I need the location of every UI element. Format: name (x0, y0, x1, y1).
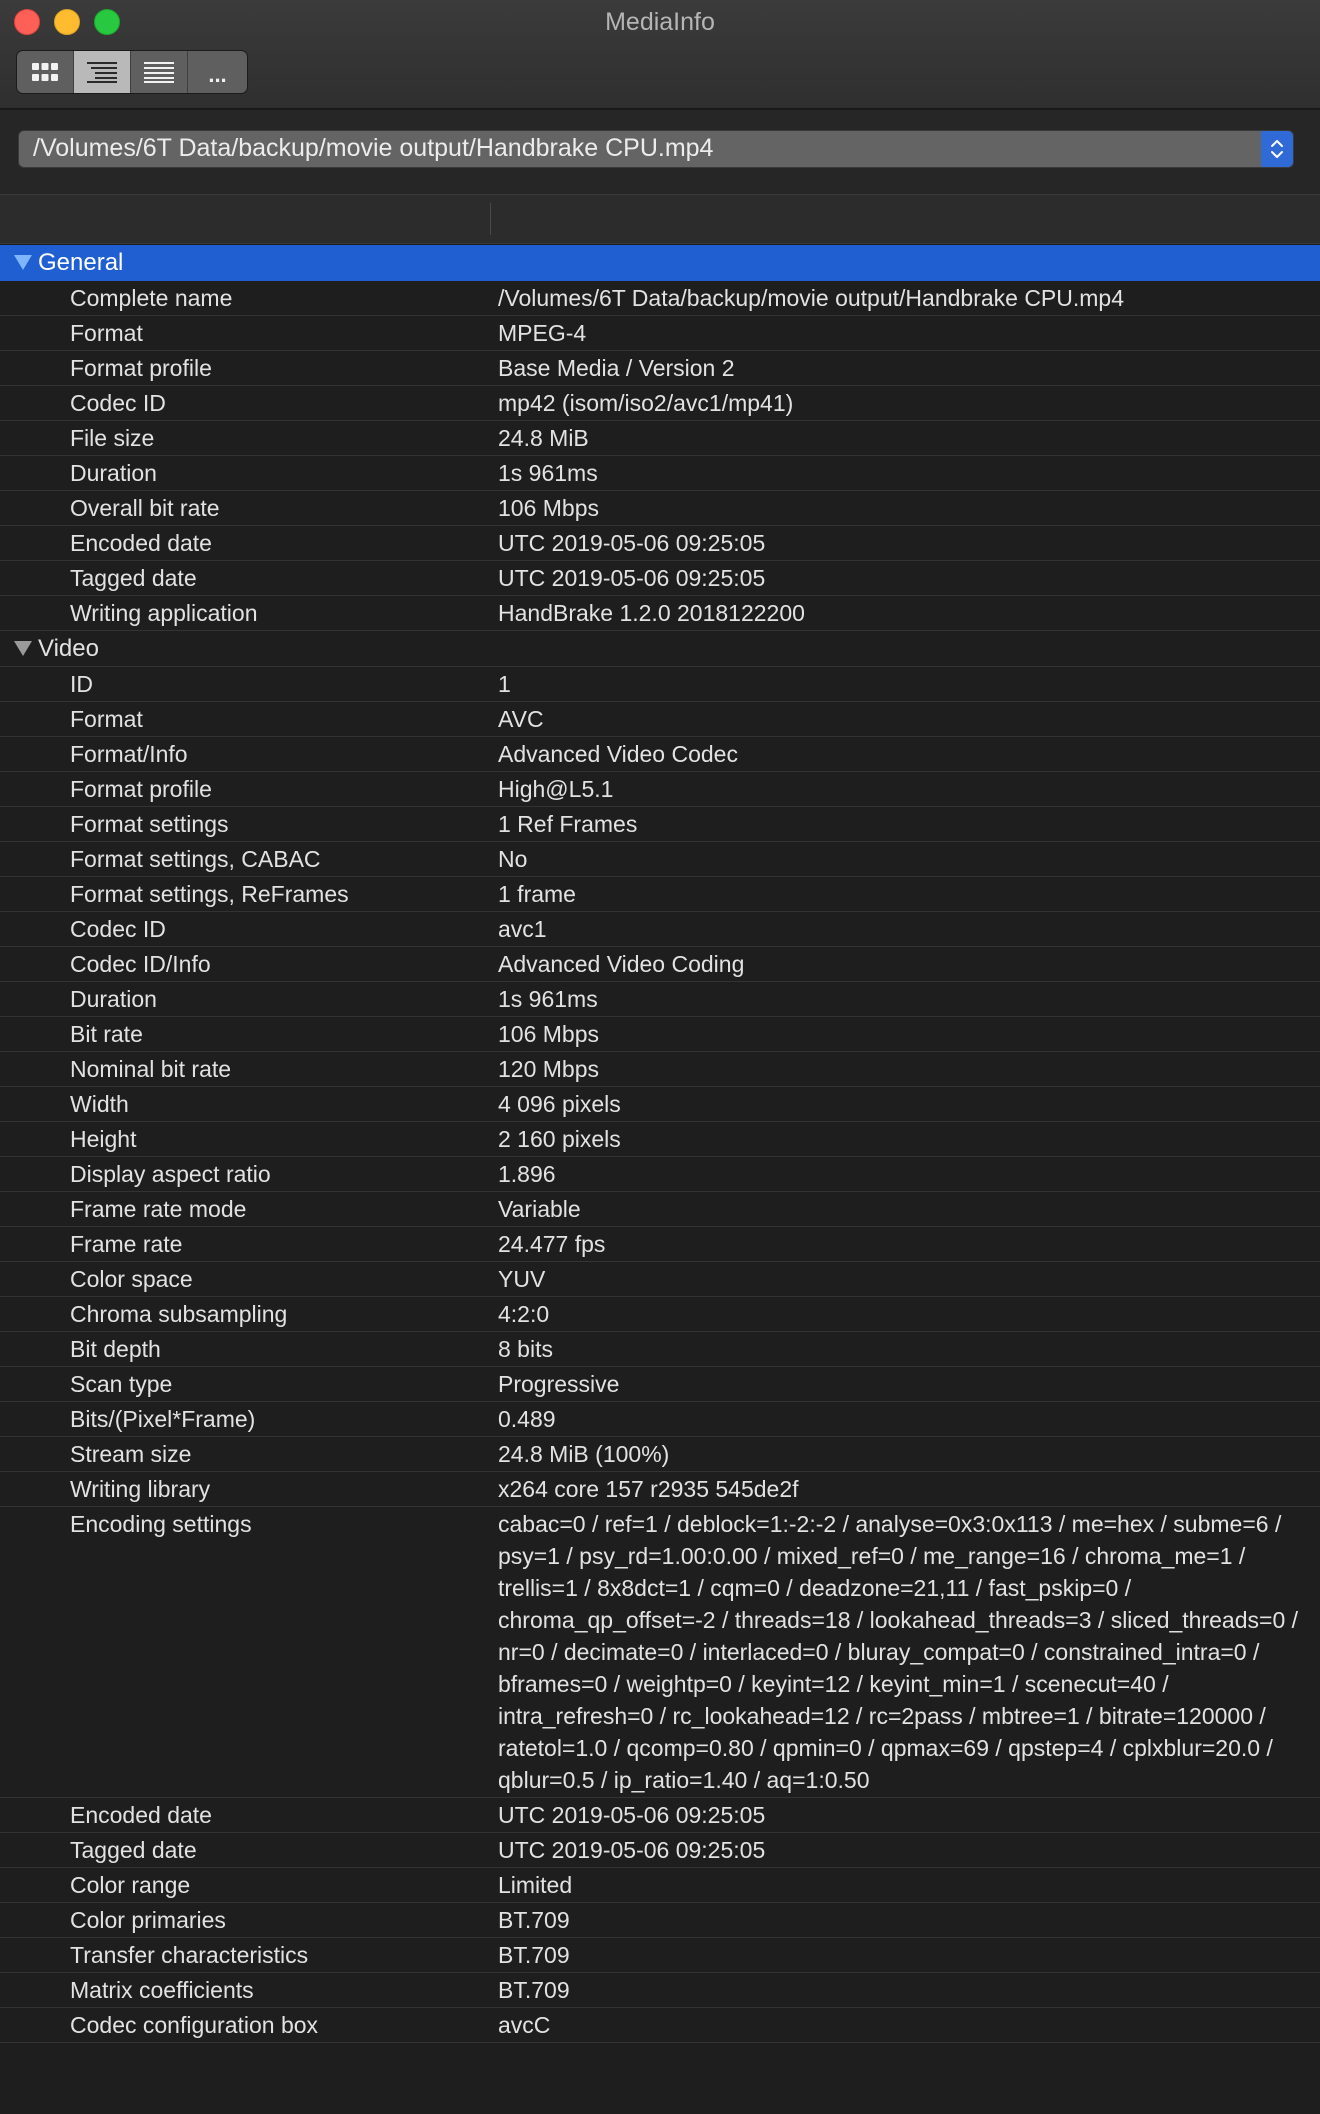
property-key: Complete name (70, 285, 233, 311)
property-row[interactable] (0, 1903, 1320, 1938)
property-row[interactable] (0, 807, 1320, 842)
property-value: Progressive (498, 1371, 620, 1397)
property-row[interactable] (0, 1402, 1320, 1437)
property-value: YUV (498, 1266, 546, 1292)
section-general[interactable] (0, 245, 1320, 281)
property-value: UTC 2019-05-06 09:25:05 (498, 1837, 766, 1863)
property-value: x264 core 157 r2935 545de2f (498, 1476, 799, 1502)
popup-chevrons-icon[interactable] (1261, 131, 1293, 167)
text-view-button[interactable] (131, 51, 188, 93)
property-row[interactable] (0, 912, 1320, 947)
property-row[interactable] (0, 1157, 1320, 1192)
property-value: 106 Mbps (498, 1021, 600, 1047)
file-path-label: /Volumes/6T Data/backup/movie output/Handbrake CPU.mp4 (33, 134, 714, 162)
property-value: Limited (498, 1872, 573, 1898)
property-row[interactable] (0, 702, 1320, 737)
property-row[interactable] (0, 1017, 1320, 1052)
property-key: Format settings, CABAC (70, 846, 321, 872)
property-key: Frame rate mode (70, 1196, 247, 1222)
property-row[interactable] (0, 1227, 1320, 1262)
property-key: Duration (70, 460, 157, 486)
property-key: Color primaries (70, 1907, 226, 1933)
property-row[interactable] (0, 877, 1320, 912)
property-key: File size (70, 425, 155, 451)
property-key: Bits/(Pixel*Frame) (70, 1406, 256, 1432)
property-row[interactable] (0, 526, 1320, 561)
property-row[interactable] (0, 421, 1320, 456)
media-info-tree (0, 245, 1320, 2043)
basic-view-button[interactable] (17, 51, 74, 93)
property-key: Color space (70, 1266, 193, 1292)
ellipsis-icon: ... (208, 62, 227, 87)
property-value: High@L5.1 (498, 776, 614, 802)
property-row[interactable] (0, 316, 1320, 351)
property-row[interactable] (0, 1192, 1320, 1227)
property-value: BT.709 (498, 1907, 570, 1933)
property-row[interactable] (0, 842, 1320, 877)
property-key: Tagged date (70, 565, 197, 591)
property-row[interactable] (0, 1332, 1320, 1367)
property-value: AVC (498, 706, 544, 732)
property-value: 4 096 pixels (498, 1091, 621, 1117)
view-mode-segmented-control (16, 50, 248, 94)
disclosure-triangle-icon[interactable] (14, 641, 32, 656)
property-row[interactable] (0, 1367, 1320, 1402)
property-value: Advanced Video Codec (498, 741, 738, 767)
grid-icon (31, 62, 59, 82)
property-key: Format settings, ReFrames (70, 881, 349, 907)
property-value: 1 (498, 671, 511, 697)
property-value: 2 160 pixels (498, 1126, 621, 1152)
property-value: Base Media / Version 2 (498, 355, 735, 381)
property-key: Encoding settings (70, 1511, 252, 1537)
property-row[interactable] (0, 1297, 1320, 1332)
property-row[interactable] (0, 561, 1320, 596)
property-row[interactable] (0, 947, 1320, 982)
property-key: Format (70, 320, 143, 346)
property-row[interactable] (0, 1938, 1320, 1973)
property-key: Bit depth (70, 1336, 161, 1362)
property-value: BT.709 (498, 1942, 570, 1968)
property-key: Chroma subsampling (70, 1301, 288, 1327)
property-row[interactable] (0, 737, 1320, 772)
property-key: Encoded date (70, 530, 212, 556)
property-key: Format (70, 706, 143, 732)
property-key: Codec configuration box (70, 2012, 319, 2038)
title-bar (0, 0, 1320, 110)
property-key: Stream size (70, 1441, 192, 1467)
property-value: 24.8 MiB (498, 425, 589, 451)
property-value: 120 Mbps (498, 1056, 600, 1082)
property-row[interactable] (0, 386, 1320, 421)
video-rows (0, 667, 1320, 2043)
property-value: 1s 961ms (498, 460, 598, 486)
property-value: UTC 2019-05-06 09:25:05 (498, 530, 766, 556)
property-row[interactable] (0, 1087, 1320, 1122)
property-row[interactable] (0, 1507, 1320, 1798)
property-key: Format profile (70, 355, 212, 381)
window-title: MediaInfo (605, 8, 715, 36)
property-row[interactable] (0, 1122, 1320, 1157)
property-key: Display aspect ratio (70, 1161, 271, 1187)
property-key: Tagged date (70, 1837, 197, 1863)
column-divider[interactable] (490, 203, 491, 235)
property-value: 24.8 MiB (100%) (498, 1441, 670, 1467)
property-key: Format profile (70, 776, 212, 802)
property-value: BT.709 (498, 1977, 570, 2003)
tree-view-button[interactable] (74, 51, 131, 93)
property-row[interactable] (0, 982, 1320, 1017)
more-views-button[interactable] (188, 51, 247, 93)
property-row[interactable] (0, 1868, 1320, 1903)
disclosure-triangle-icon[interactable] (14, 255, 32, 270)
property-row[interactable] (0, 2008, 1320, 2043)
property-row[interactable] (0, 1798, 1320, 1833)
property-row[interactable] (0, 1833, 1320, 1868)
property-value: Variable (498, 1196, 581, 1222)
property-row[interactable] (0, 772, 1320, 807)
file-selector-bar (0, 110, 1320, 194)
property-key: Nominal bit rate (70, 1056, 232, 1082)
property-value: Advanced Video Coding (498, 951, 745, 977)
section-title: General (38, 249, 124, 276)
property-row[interactable] (0, 281, 1320, 316)
section-video[interactable] (0, 631, 1320, 667)
property-row[interactable] (0, 351, 1320, 386)
property-key: ID (70, 671, 93, 697)
property-key: Transfer characteristics (70, 1942, 309, 1968)
property-value: HandBrake 1.2.0 2018122200 (498, 600, 805, 626)
property-key: Overall bit rate (70, 495, 220, 521)
property-value: 1 Ref Frames (498, 811, 638, 837)
property-row[interactable] (0, 491, 1320, 526)
property-value: cabac=0 / ref=1 / deblock=1:-2:-2 / analyse=0x3:0x113 / me=hex / subme=6 / psy=1 / psy_rd=1.00:0.00 / mixed_ref=0 / me_range=16 / chroma_me=1 / trellis=1 / 8x8dct=1 / cqm=0 / deadzone=21,11 / fast_pskip=0 / chroma_qp_offset=-2 / threads=18 / lookahead_threads=3 / sliced_threads=0 / nr=0 / decimate=0 / interlaced=0 / bluray_compat=0 / constrained_intra=0 / bframes=0 / weightp=0 / keyint=12 / keyint_min=1 / scenecut=40 / intra_refresh=0 / rc_lookahead=12 / rc=2pass / mbtree=1 / bitrate=120000 / ratetol=1.0 / qcomp=0.80 / qpmin=0 / qpmax=69 / qpstep=4 / cplxblur=20.0 / qblur=0.5 / ip_ratio=1.40 / aq=1:0.50 (498, 1511, 1305, 1793)
property-key: Writing application (70, 600, 258, 626)
property-row[interactable] (0, 1973, 1320, 2008)
property-key: Color range (70, 1872, 191, 1898)
text-lines-icon (144, 61, 174, 83)
property-key: Format/Info (70, 741, 188, 767)
property-key: Codec ID (70, 390, 166, 416)
property-key: Width (70, 1091, 129, 1117)
property-row[interactable] (0, 1262, 1320, 1297)
property-key: Matrix coefficients (70, 1977, 254, 2003)
property-row[interactable] (0, 667, 1320, 702)
property-key: Codec ID/Info (70, 951, 211, 977)
property-value: 1.896 (498, 1161, 556, 1187)
tree-list-icon (86, 61, 118, 83)
property-key: Height (70, 1126, 137, 1152)
property-key: Frame rate (70, 1231, 183, 1257)
property-row[interactable] (0, 596, 1320, 631)
file-path-popup[interactable] (18, 130, 1294, 168)
property-value: /Volumes/6T Data/backup/movie output/Handbrake CPU.mp4 (498, 285, 1125, 311)
property-row[interactable] (0, 1052, 1320, 1087)
property-value: 0.489 (498, 1406, 556, 1432)
property-value: 24.477 fps (498, 1231, 606, 1257)
property-value: 4:2:0 (498, 1301, 550, 1327)
property-value: MPEG-4 (498, 320, 587, 346)
column-header (0, 194, 1320, 244)
property-value: 8 bits (498, 1336, 553, 1362)
section-title: Video (38, 635, 99, 662)
property-key: Format settings (70, 811, 229, 837)
property-row[interactable] (0, 1437, 1320, 1472)
property-row[interactable] (0, 1472, 1320, 1507)
property-key: Codec ID (70, 916, 166, 942)
property-key: Bit rate (70, 1021, 143, 1047)
property-value: UTC 2019-05-06 09:25:05 (498, 1802, 766, 1828)
general-rows (0, 281, 1320, 631)
property-value: UTC 2019-05-06 09:25:05 (498, 565, 766, 591)
property-row[interactable] (0, 456, 1320, 491)
property-key: Encoded date (70, 1802, 212, 1828)
property-key: Scan type (70, 1371, 173, 1397)
property-value: 106 Mbps (498, 495, 600, 521)
property-value: No (498, 846, 528, 872)
property-value: avc1 (498, 916, 547, 942)
property-value: avcC (498, 2012, 551, 2038)
property-key: Writing library (70, 1476, 211, 1502)
property-value: mp42 (isom/iso2/avc1/mp41) (498, 390, 794, 416)
property-key: Duration (70, 986, 157, 1012)
property-value: 1 frame (498, 881, 576, 907)
property-value: 1s 961ms (498, 986, 598, 1012)
